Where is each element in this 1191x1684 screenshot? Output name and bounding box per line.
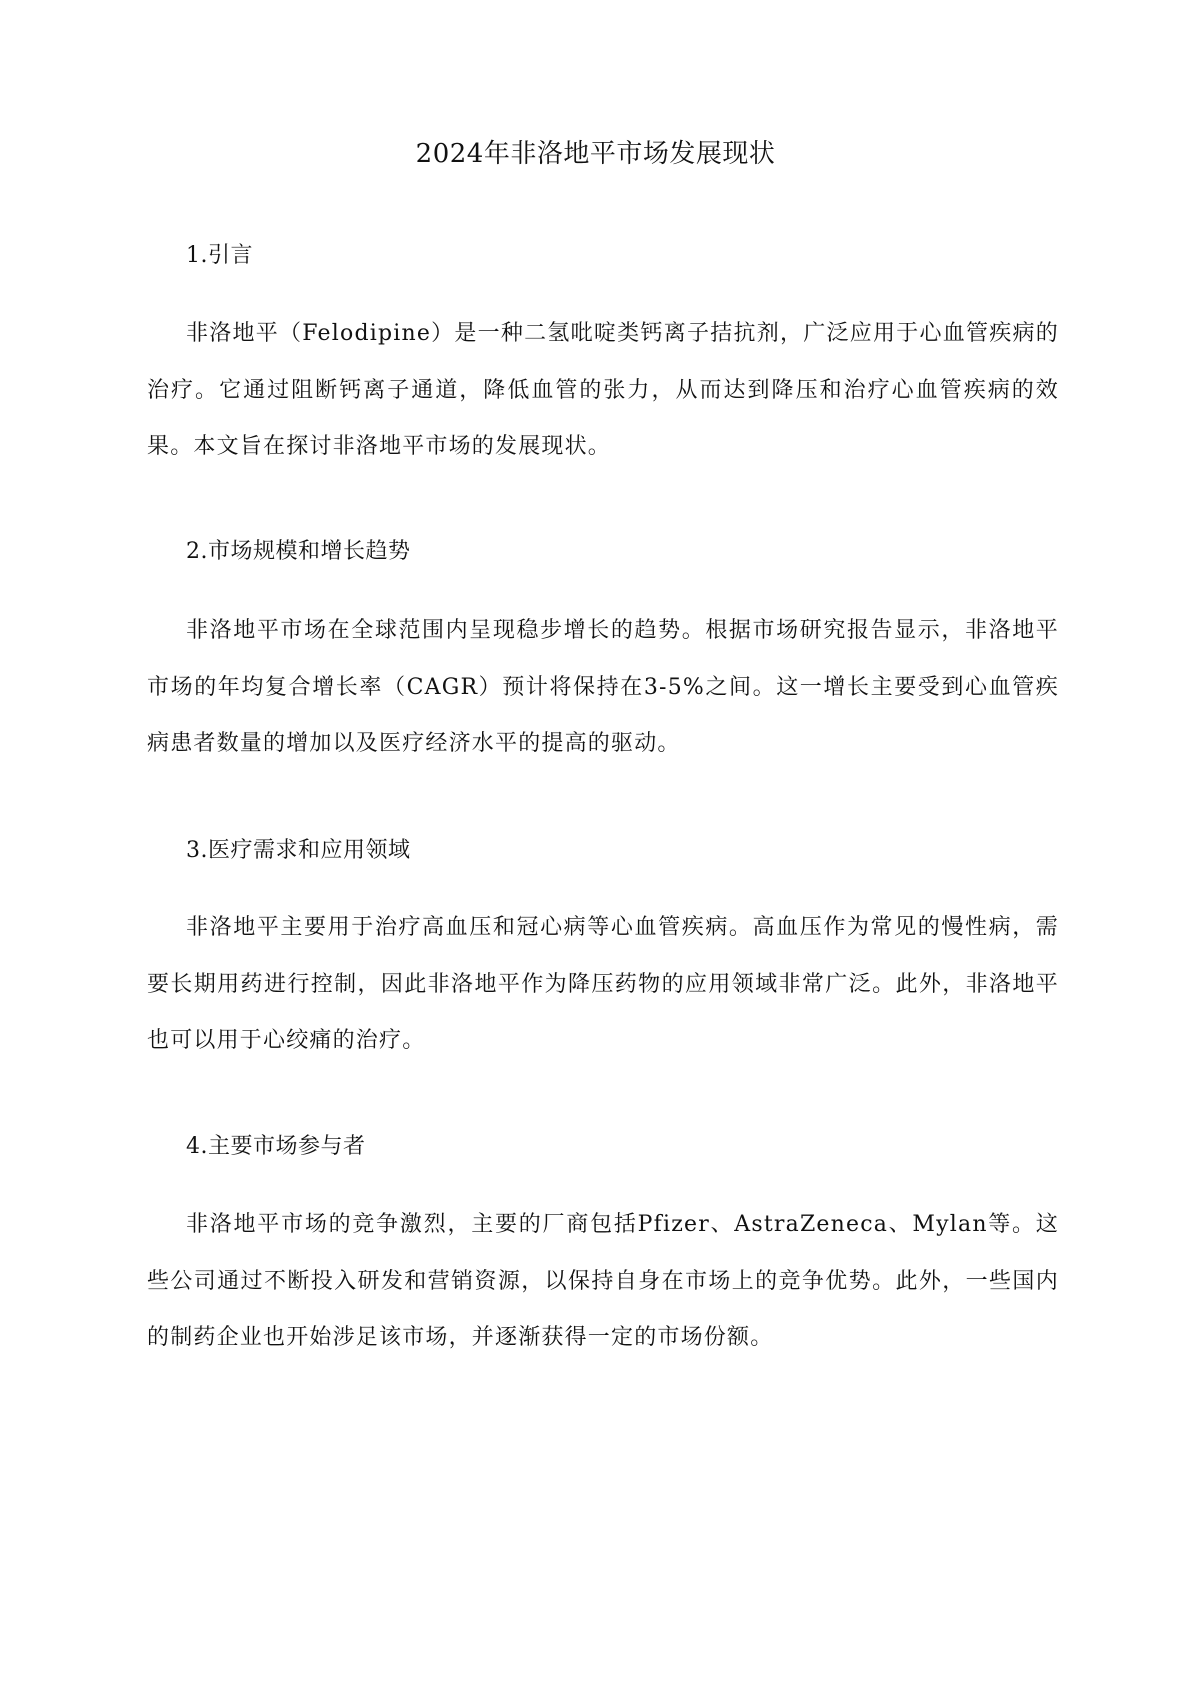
section-body-medical-demand: 非洛地平主要用于治疗高血压和冠心病等心血管疾病。高血压作为常见的慢性病，需要长期用药进行控制，因此非洛地平作为降压药物的应用领域非常广泛。此外，非洛地平也可以用于心绞痛的治疗。	[147, 915, 1059, 1053]
section-body-market-size: 非洛地平市场在全球范围内呈现稳步增长的趋势。根据市场研究报告显示，非洛地平市场的年均复合增长率（CAGR）预计将保持在3-5%之间。这一增长主要受到心血管疾病患者数量的增加以及医疗经济水平的提高的驱动。	[147, 618, 1059, 756]
section-body-market-players: 非洛地平市场的竞争激烈，主要的厂商包括Pfizer、AstraZeneca、Mylan等。这些公司通过不断投入研发和营销资源，以保持自身在市场上的竞争优势。此外，一些国内的制药企业也开始涉足该市场，并逐渐获得一定的市场份额。	[147, 1212, 1059, 1350]
section-heading-market-players: 4.主要市场参与者	[186, 1134, 366, 1159]
document-title: 2024年非洛地平市场发展现状	[415, 139, 776, 169]
section-heading-introduction: 1.引言	[186, 243, 253, 268]
section-heading-medical-demand: 3.医疗需求和应用领域	[186, 838, 411, 863]
section-heading-market-size: 2.市场规模和增长趋势	[186, 539, 411, 564]
section-body-introduction: 非洛地平（Felodipine）是一种二氢吡啶类钙离子拮抗剂，广泛应用于心血管疾病的治疗。它通过阻断钙离子通道，降低血管的张力，从而达到降压和治疗心血管疾病的效果。本文旨在探讨非洛地平市场的发展现状。	[147, 321, 1059, 459]
